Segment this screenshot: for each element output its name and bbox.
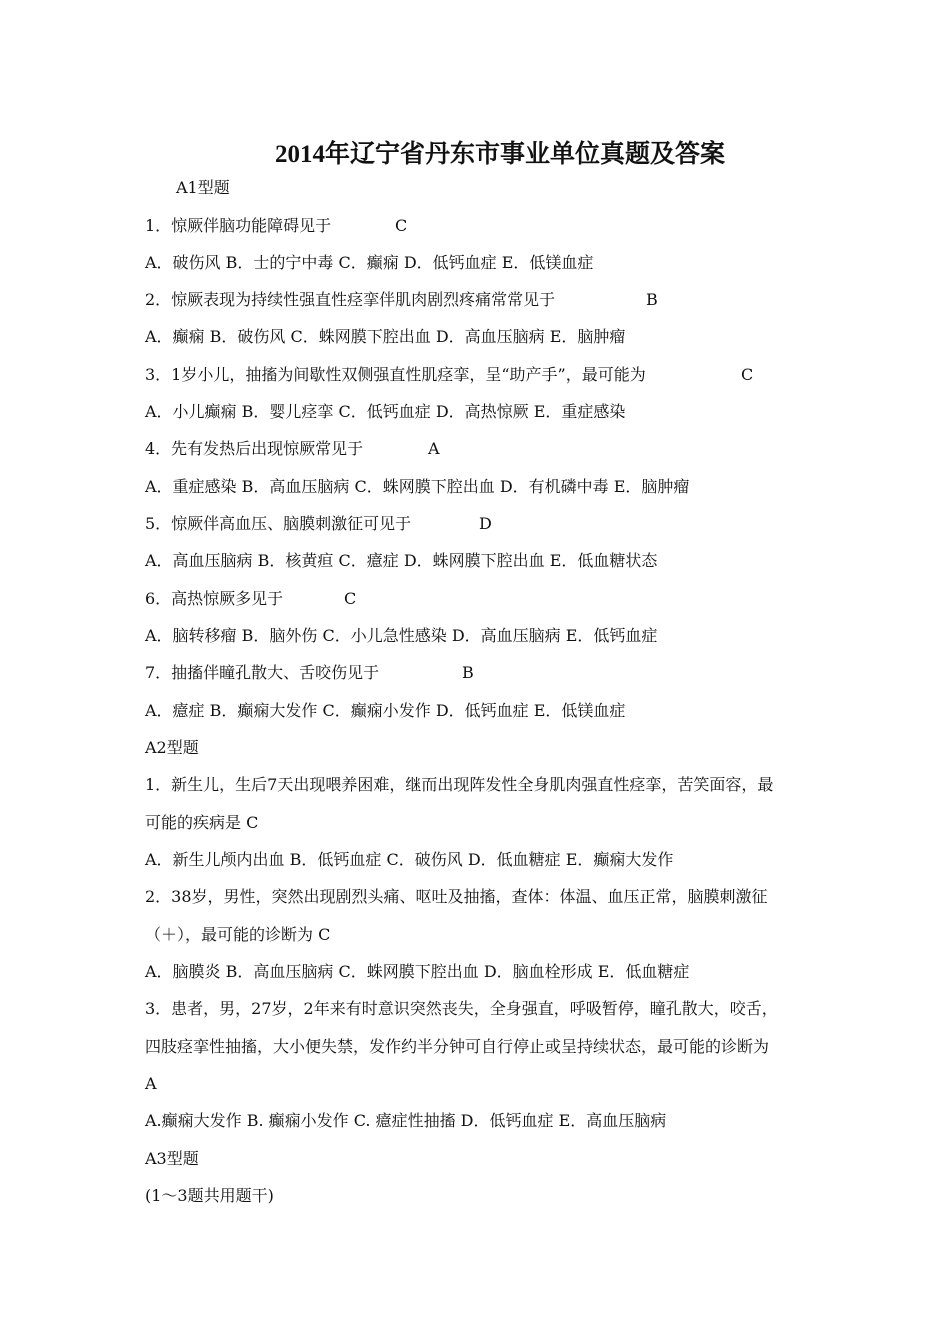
question-answer: D [479, 514, 492, 533]
question-options: A．脑转移瘤 B．脑外伤 C．小儿急性感染 D．高血压脑病 E．低钙血症 [145, 626, 658, 645]
section-heading-a3: A3型题 [145, 1149, 199, 1168]
question-stem-continued: 四肢痉挛性抽搐，大小便失禁，发作约半分钟可自行停止或呈持续状态，最可能的诊断为 [145, 1037, 770, 1056]
question-options: A．癔症 B．癫痫大发作 C．癫痫小发作 D．低钙血症 E．低镁血症 [145, 701, 626, 720]
section-subheading: (1～3题共用题干) [145, 1186, 274, 1205]
question-stem: 1．惊厥伴脑功能障碍见于 [145, 216, 332, 235]
question-stem: 4．先有发热后出现惊厥常见于 [145, 439, 364, 458]
question-stem-continued: A [145, 1074, 157, 1093]
question-answer: C [395, 216, 408, 235]
question-options: A.癫痫大发作 B. 癫痫小发作 C. 癔症性抽搐 D．低钙血症 E．高血压脑病 [145, 1111, 667, 1130]
question-stem: 3．患者，男，27岁，2年来有时意识突然丧失，全身强直，呼吸暂停，瞳孔散大，咬舌， [145, 999, 778, 1018]
question-options: A．新生儿颅内出血 B．低钙血症 C．破伤风 D．低血糖症 E．癫痫大发作 [145, 850, 674, 869]
question-stem: 5．惊厥伴高血压、脑膜刺激征可见于 [145, 514, 412, 533]
question-options: A．高血压脑病 B．核黄疸 C．癔症 D．蛛网膜下腔出血 E．低血糖状态 [145, 551, 658, 570]
question-answer: C [344, 589, 357, 608]
question-stem: 2．38岁，男性，突然出现剧烈头痛、呕吐及抽搐，查体：体温、血压正常，脑膜刺激征 [145, 887, 768, 906]
section-heading-a1: A1型题 [176, 178, 230, 197]
question-stem: 3．1岁小儿，抽搐为间歇性双侧强直性肌痉挛，呈“助产手”，最可能为 [145, 365, 646, 384]
page-title: 2014年辽宁省丹东市事业单位真题及答案 [274, 141, 725, 168]
question-options: A．重症感染 B．高血压脑病 C．蛛网膜下腔出血 D．有机磷中毒 E．脑肿瘤 [145, 477, 690, 496]
section-heading-a2: A2型题 [145, 738, 199, 757]
question-stem: 2．惊厥表现为持续性强直性痉挛伴肌肉剧烈疼痛常常见于 [145, 290, 556, 309]
question-stem-continued: （＋），最可能的诊断为 C [145, 925, 331, 944]
question-stem: 1．新生儿，生后7天出现喂养困难，继而出现阵发性全身肌肉强直性痉挛，苦笑面容，最 [145, 775, 774, 794]
question-options: A．脑膜炎 B．高血压脑病 C．蛛网膜下腔出血 D．脑血栓形成 E．低血糖症 [145, 962, 690, 981]
question-answer: A [428, 439, 440, 458]
question-answer: C [741, 365, 754, 384]
question-options: A．破伤风 B．士的宁中毒 C．癫痫 D．低钙血症 E．低镁血症 [145, 253, 594, 272]
question-options: A．癫痫 B．破伤风 C．蛛网膜下腔出血 D．高血压脑病 E．脑肿瘤 [145, 327, 626, 346]
question-stem: 7．抽搐伴瞳孔散大、舌咬伤见于 [145, 663, 380, 682]
question-stem-continued: 可能的疾病是 C [145, 813, 259, 832]
question-answer: B [462, 663, 474, 682]
question-stem: 6．高热惊厥多见于 [145, 589, 284, 608]
question-answer: B [646, 290, 658, 309]
question-options: A．小儿癫痫 B．婴儿痉挛 C．低钙血症 D．高热惊厥 E．重症感染 [145, 402, 626, 421]
